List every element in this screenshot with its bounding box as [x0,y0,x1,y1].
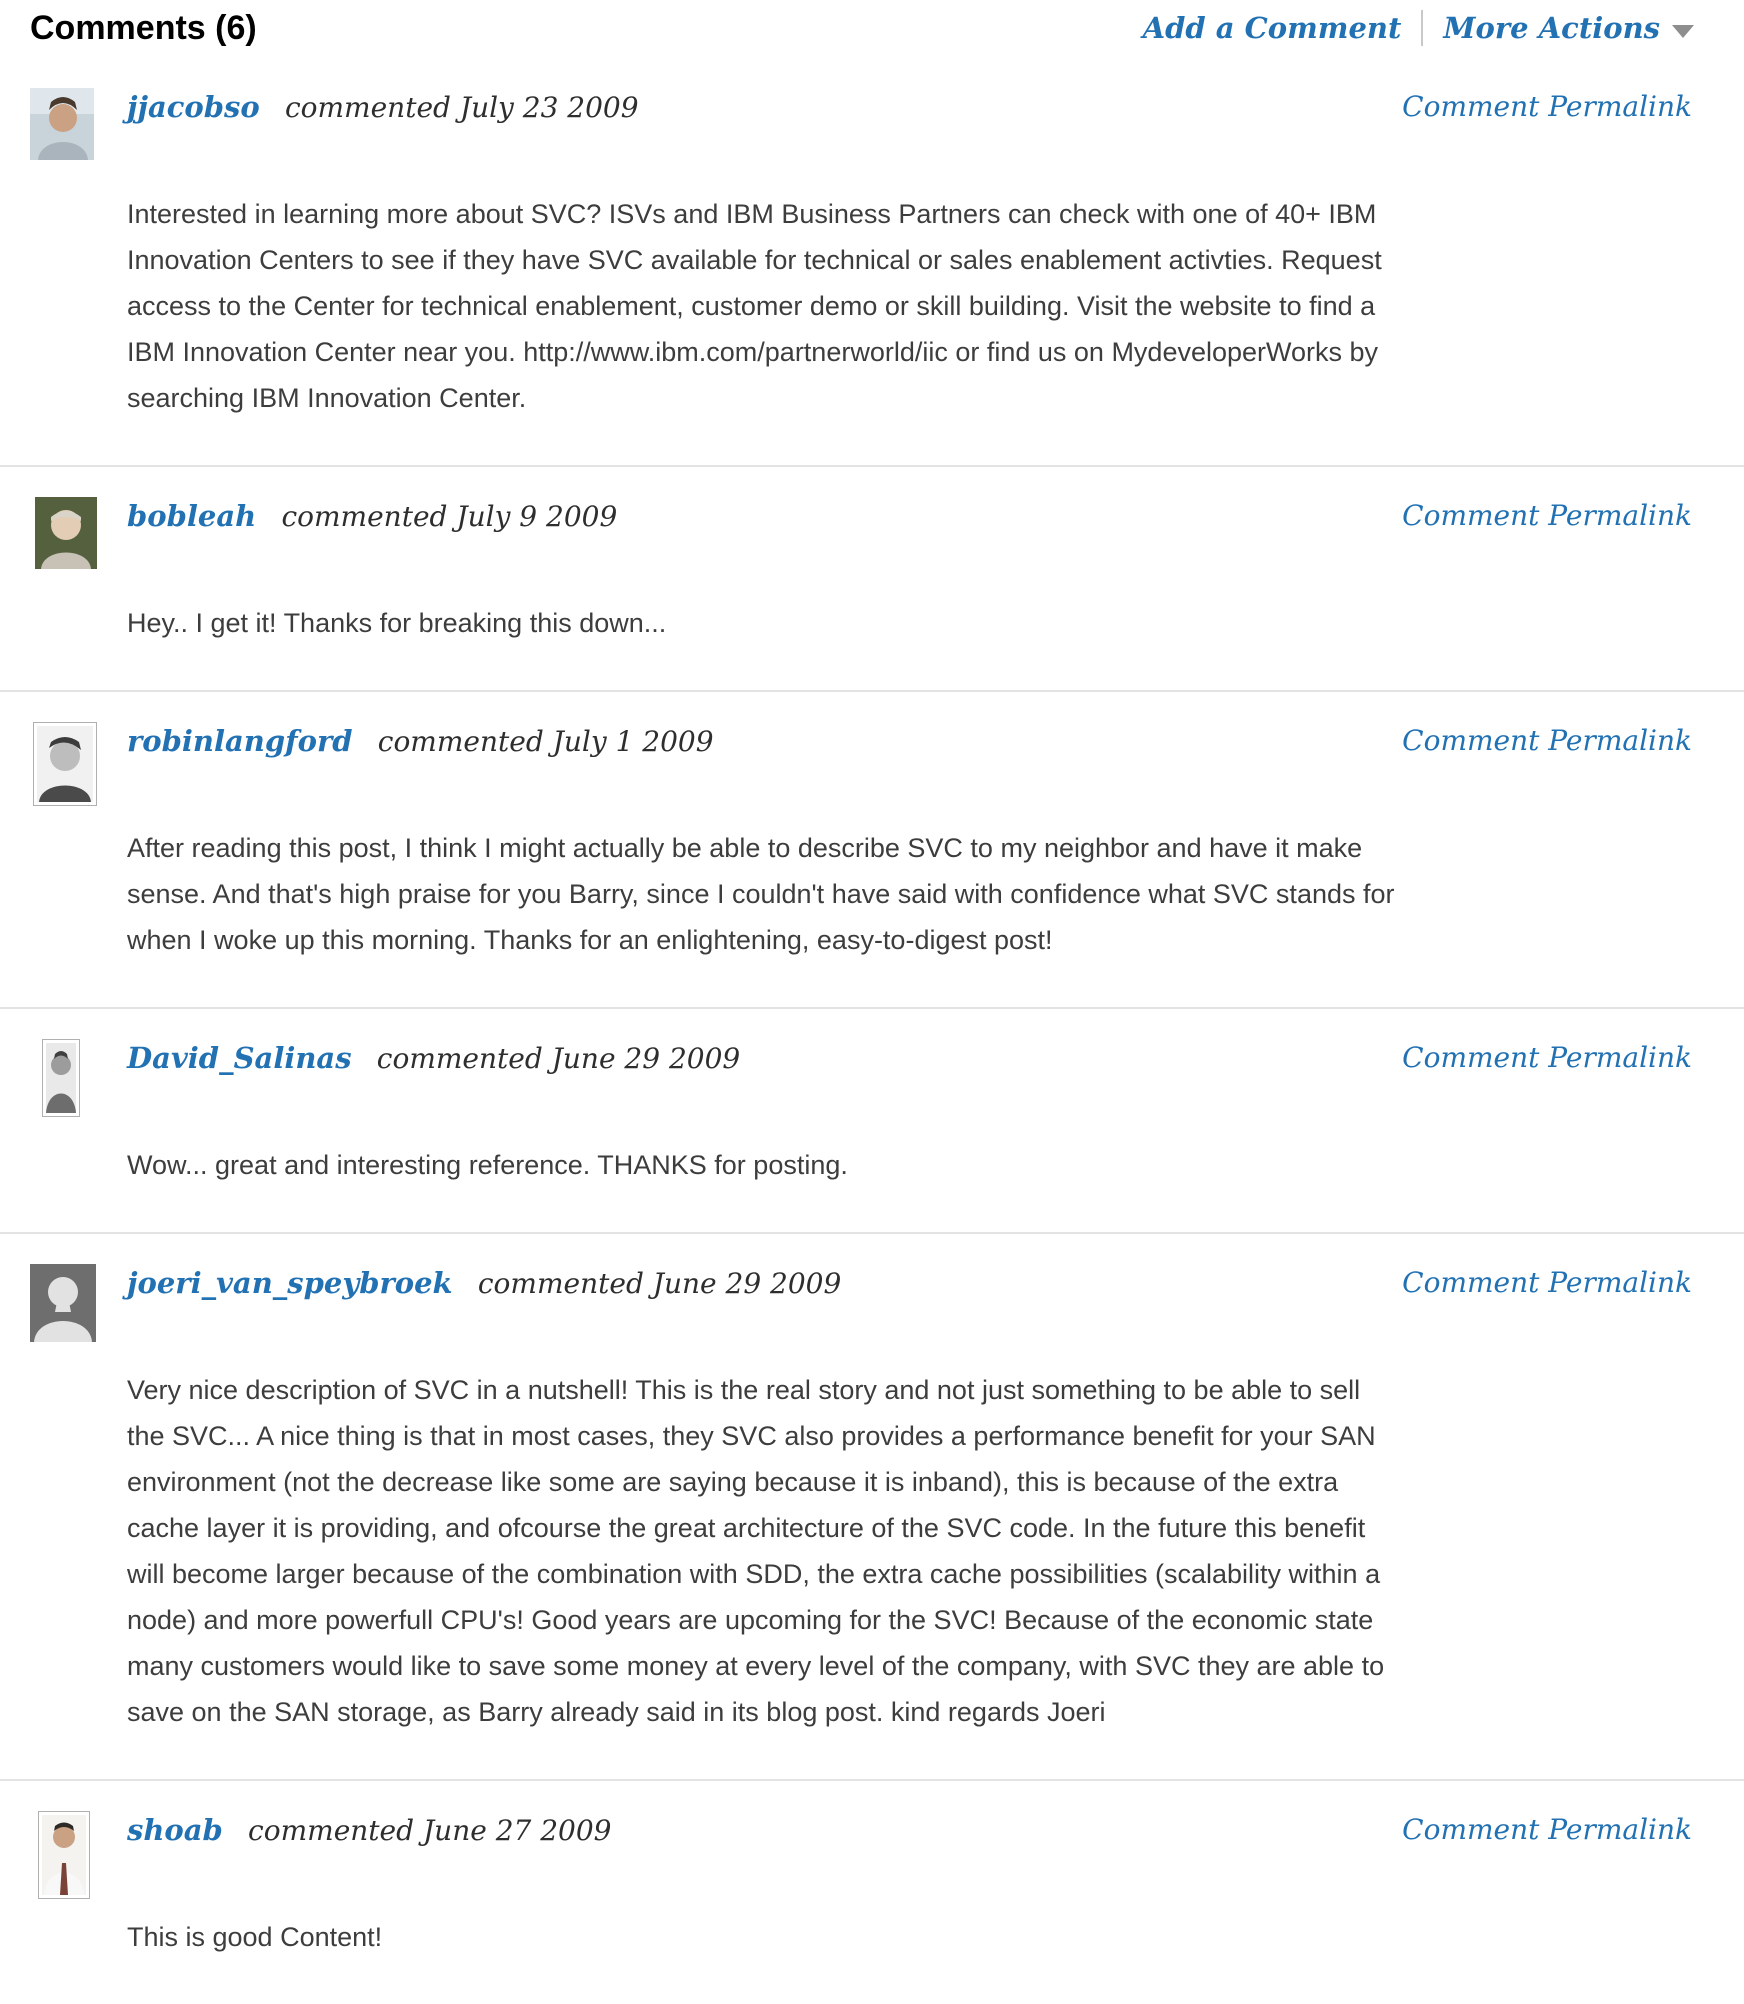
comment-body: After reading this post, I think I might actually be able to describe SVC to my neighbor and have it make sense. And that's high praise for you Barry, since I couldn't have said with confidence what SVC stands for when I woke up this morning. Thanks for an enlightening, easy-to-digest post! [127,833,1395,955]
comment-date: commented June 29 2009 [376,1042,741,1075]
comment-item [0,1009,1744,1234]
comment-item [0,467,1744,692]
avatar-column [30,1039,127,1188]
header-actions [1143,10,1694,46]
comment-content [127,722,1692,963]
avatar-column [30,1264,127,1735]
more-actions-label: More Actions [1443,11,1660,45]
comment-permalink-link[interactable]: Comment Permalink [1402,1813,1692,1846]
username-link[interactable]: robinlangford [127,724,353,758]
avatar-column [30,88,127,421]
comment-date: commented July 1 2009 [377,725,714,758]
comment-date: commented June 29 2009 [477,1267,842,1300]
comment-body: Interested in learning more about SVC? ISVs and IBM Business Partners can check with one of 40+ IBM Innovation Centers to see if they have SVC available for technical or sales enablement activties. Request access to the Center for technical enablement, customer demo or skill building. Visit the website to find a IBM Innovation Center near you. http://www.ibm.com/partnerworld/iic or find us on MydeveloperWorks by searching IBM Innovation Center. [127,199,1382,413]
comment-permalink-link[interactable]: Comment Permalink [1402,1041,1692,1074]
avatar [38,1811,90,1899]
username-link[interactable]: David_Salinas [127,1041,352,1075]
comment-content [127,88,1692,421]
comment-content [127,1264,1692,1735]
avatar [30,1264,96,1342]
comment-body: Hey.. I get it! Thanks for breaking this down... [127,608,667,638]
username-link[interactable]: bobleah [127,499,257,533]
avatar [35,497,97,569]
avatar [33,722,97,806]
comment-item [0,58,1744,467]
comment-body: This is good Content! [127,1922,383,1952]
comment-permalink-link[interactable]: Comment Permalink [1402,499,1692,532]
username-link[interactable]: shoab [127,1813,223,1847]
avatar-column [30,1811,127,1960]
comment-date: commented July 23 2009 [284,91,639,124]
comment-permalink-link[interactable]: Comment Permalink [1402,724,1692,757]
avatar-column [30,497,127,646]
comment-item [0,1234,1744,1781]
more-actions-button[interactable] [1443,11,1694,45]
username-link[interactable]: jjacobso [127,90,260,124]
comment-date: commented July 9 2009 [281,500,618,533]
comment-permalink-link[interactable]: Comment Permalink [1402,90,1692,123]
avatar [42,1039,80,1117]
comment-item [0,692,1744,1009]
chevron-down-icon [1672,25,1694,38]
comments-header [0,6,1744,58]
username-link[interactable]: joeri_van_speybroek [127,1266,453,1300]
page-title: Comments (6) [30,9,257,47]
comment-body: Very nice description of SVC in a nutshell! This is the real story and not just something to be able to sell the SVC... A nice thing is that in most cases, they SVC also provides a performance benefit for your SAN environment (not the decrease like some are saying because it is inband), this is because of the extra cache layer it is providing, and ofcourse the great architecture of the SVC code. In the future this benefit will become larger because of the combination with SDD, the extra cache possibilities (scalability within a node) and more powerfull CPU's! Good years are upcoming for the SVC! Because of the economic state many customers would like to save some money at every level of the company, with SVC they are able to save on the SAN storage, as Barry already said in its blog post. kind regards Joeri [127,1375,1385,1727]
comment-date: commented June 27 2009 [248,1814,612,1847]
comment-item [0,1781,1744,2004]
add-comment-link[interactable]: Add a Comment [1142,11,1402,45]
avatar-column [30,722,127,963]
comment-body: Wow... great and interesting reference. THANKS for posting. [127,1150,848,1180]
header-separator [1421,10,1423,46]
comment-permalink-link[interactable]: Comment Permalink [1402,1266,1692,1299]
avatar [30,88,94,160]
